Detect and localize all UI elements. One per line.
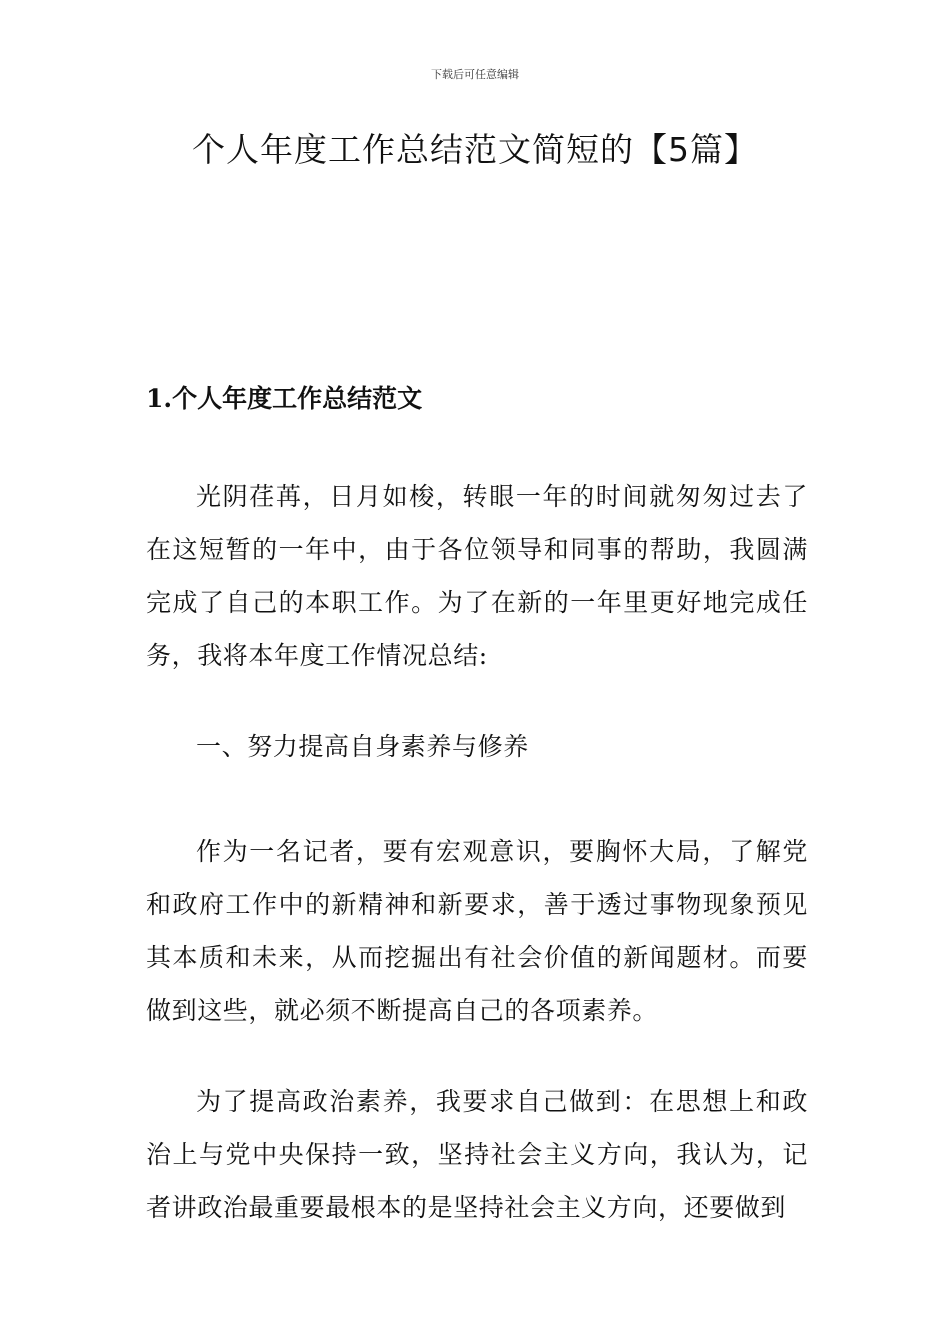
subheading-self-improvement: 一、努力提高自身素养与修养: [196, 732, 529, 761]
header-note: 下载后可任意编辑: [431, 68, 519, 81]
document-title: 个人年度工作总结范文简短的【5篇】: [192, 130, 758, 169]
paragraph-intro: 光阴荏苒，日月如梭，转眼一年的时间就匆匆过去了在这短暂的一年中，由于各位领导和同事的帮助，我圆满完成了自己的本职工作。为了在新的一年里更好地完成任务，我将本年度工作情况总结:: [146, 482, 808, 670]
paragraph-journalist: 作为一名记者，要有宏观意识，要胸怀大局，了解党和政府工作中的新精神和新要求，善于透过事物现象预见其本质和未来，从而挖掘出有社会价值的新闻题材。而要做到这些，就必须不断提高自己的各项素养。: [146, 837, 808, 1025]
section-heading: 1.个人年度工作总结范文: [146, 384, 423, 413]
paragraph-political: 为了提高政治素养，我要求自己做到：在思想上和政治上与党中央保持一致，坚持社会主义方向，我认为，记者讲政治最重要最根本的是坚持社会主义方向，还要做到: [146, 1087, 808, 1222]
